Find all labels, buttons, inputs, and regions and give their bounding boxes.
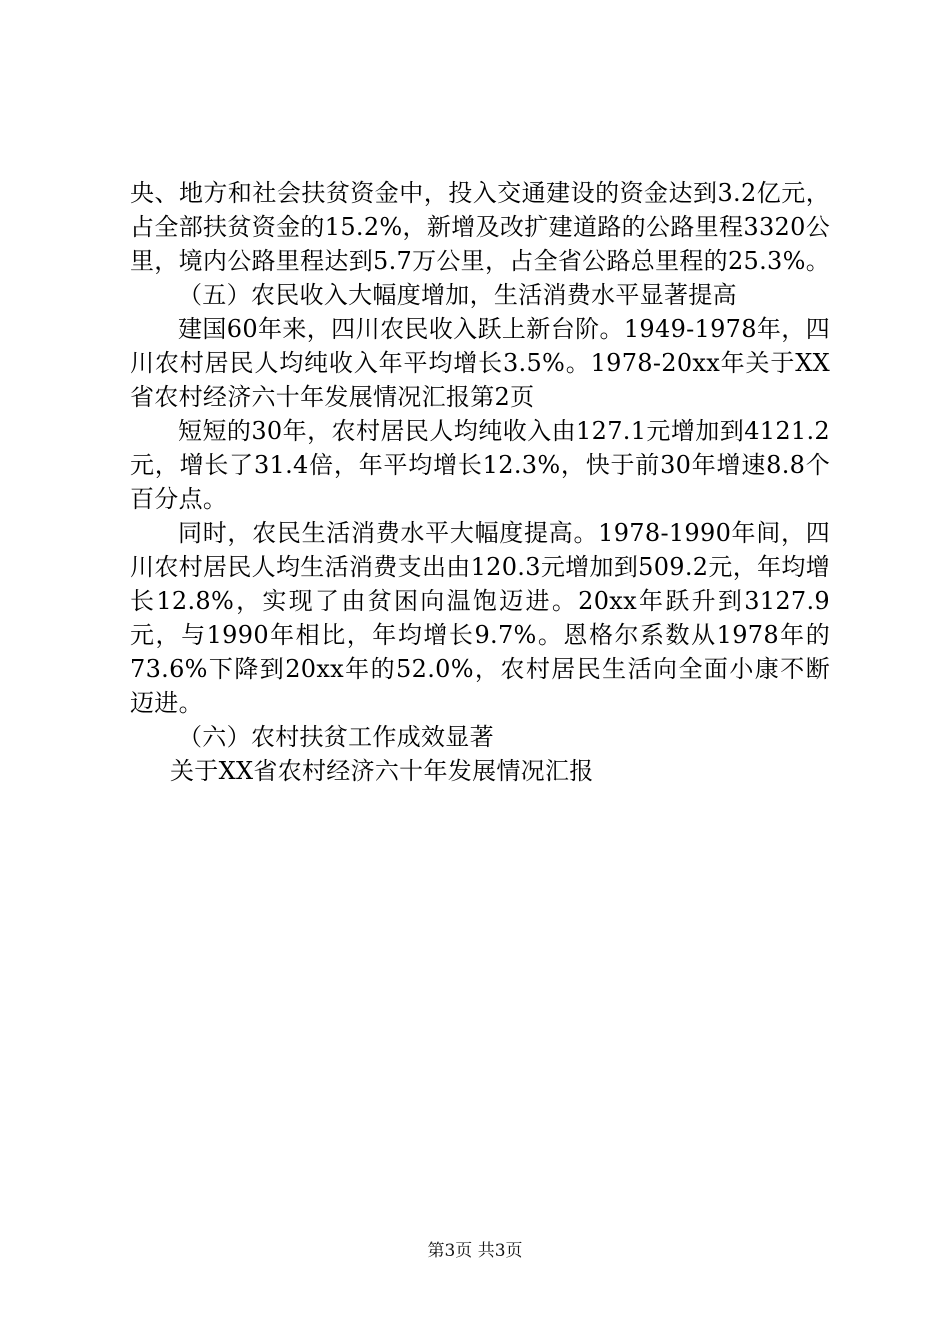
paragraph-transport-funding: 央、地方和社会扶贫资金中，投入交通建设的资金达到3.2亿元，占全部扶贫资金的15.2%，新增及改扩建道路的公路里程3320公里，境内公路里程达到5.7万公里，占全省公路总里程的25.3%。	[130, 179, 831, 275]
section-heading-poverty: （六）农村扶贫工作成效显著	[178, 723, 494, 751]
paragraph-consumption: 同时，农民生活消费水平大幅度提高。1978-1990年间，四川农村居民人均生活消费支出由120.3元增加到509.2元，年均增长12.8%，实现了由贫困向温饱迈进。20xx年跃升到3127.9元，与1990年相比，年均增长9.7%。恩格尔系数从1978年的73.6%下降到20xx年的52.0%，农村居民生活向全面小康不断迈进。	[130, 519, 830, 717]
document-body	[130, 176, 830, 788]
paragraph-income-growth: 建国60年来，四川农民收入跃上新台阶。1949-1978年，四川农村居民人均纯收入年平均增长3.5%。1978-20xx年关于XX省农村经济六十年发展情况汇报第2页	[130, 315, 830, 411]
paragraph-report-title: 关于XX省农村经济六十年发展情况汇报	[170, 757, 594, 785]
paragraph-thirty-years: 短短的30年，农村居民人均纯收入由127.1元增加到4121.2元，增长了31.4倍，年平均增长12.3%，快于前30年增速8.8个百分点。	[130, 417, 830, 513]
page-footer: 第3页 共3页	[427, 1241, 523, 1261]
section-heading-income: （五）农民收入大幅度增加，生活消费水平显著提高	[178, 281, 737, 309]
